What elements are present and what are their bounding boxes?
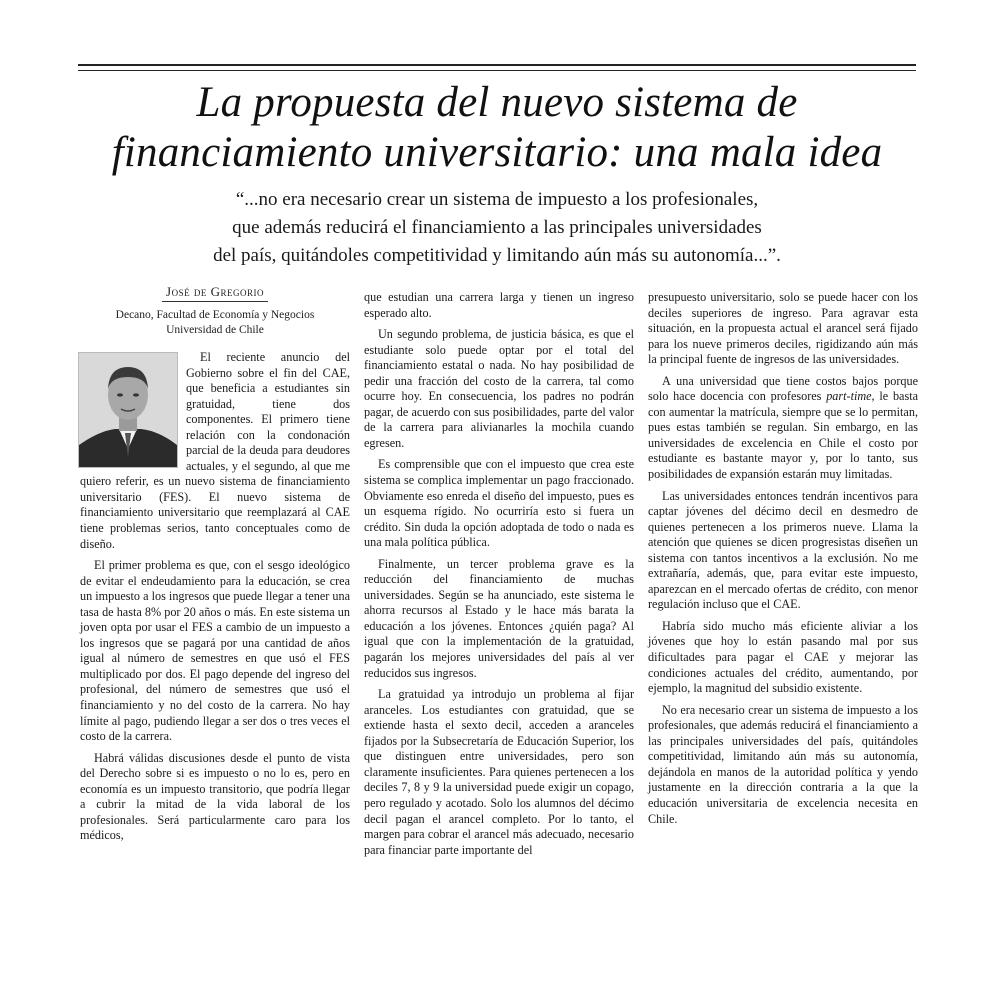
paragraph: La gratuidad ya introdujo un problema al fijar aranceles. Los estudiantes con gratuidad, que se extiende hasta el sexto decil, acceden a aranceles fijados por la Subsecretaría de Educación Superior, los que distinguen entre universidades, pero son claramente insuficientes. Para quienes pertenecen a los deciles 7, 8 y 9 la universidad puede exigir un copago, pero regulado y acotado. Solo los alumnos del décimo decil pagan el arancel completo. Por lo tanto, el margen para cobrar el arancel más adecuado, necesario para financiar parte importante del — [364, 687, 634, 857]
pull-quote-line-3: del país, quitándoles competitividad y limitando aún más su autonomía...”. — [213, 245, 781, 266]
paragraph: El reciente anuncio del Gobierno sobre el fin del CAE, que beneficia a estudiantes sin gratuidad, tiene dos componentes. El primero tiene relación con la condonación parcial de la deuda para deudores actuales, y el segundo, al que me quiero referir, es un nuevo sistema de financiamiento universitario (FES). El nuevo sistema de financiamiento universitario que reemplazará al CAE tiene problemas serios, tanto conceptuales como de diseño. — [80, 350, 350, 551]
author-role-2: Universidad de Chile — [166, 324, 264, 336]
column-3 — [648, 290, 918, 827]
paragraph: Habría sido mucho más eficiente aliviar a los jóvenes que hoy lo están pasando mal por sus dificultades para pagar el CAE y mejorar las condiciones actuales del crédito, aumentando, por ejemplo, la magnitud del subsidio existente. — [648, 618, 918, 696]
byline — [80, 284, 350, 338]
paragraph: Habrá válidas discusiones desde el punto de vista del Derecho sobre si es impuesto o no lo es, pero en economía es un impuesto transitorio, que podría llegar a cubrir la mitad de la vida laboral de los profesionales. Será particularmente caro para los médicos, — [80, 750, 350, 843]
paragraph: Un segundo problema, de justicia básica, es que el estudiante solo puede optar por el total del financiamiento estatal o nada. No hay posibilidad de pedir una fracción del costo de la carrera, tal como ocurre hoy. En consecuencia, los padres no podrán pagar, de acuerdo con sus posibilidades, parte del valor de la carrera para alivianarles la mochila cuando egresen. — [364, 327, 634, 450]
author-portrait-icon — [78, 352, 178, 468]
paragraph: No era necesario crear un sistema de impuesto a los profesionales, que además reducirá el financiamiento a las principales universidades del país, quitándoles competitividad, limitando aún más su autonomía, dejándola en manos de la autoridad política y yendo justamente en la dirección contraria a la que la educación universitaria de excelencia necesita en Chile. — [648, 702, 918, 826]
paragraph: presupuesto universitario, solo se puede hacer con los deciles superiores de ingreso. Para agravar esta situación, en la propuesta actual el arancel será fijado para los nueve primeros deciles, rigidizando aún más la principal fuente de ingresos de las universidades. — [648, 290, 918, 367]
pull-quote — [150, 186, 844, 270]
paragraph: El primer problema es que, con el sesgo ideológico de evitar el endeudamiento para la educación, se crea un impuesto a los ingresos que puede llegar a tener una tasa de hasta 8% por 20 años o más. En este sistema un joven opta por usar el FES a cambio de un impuesto a los ingresos que se pagará por una cantidad de años igual al número de semestres en que usó el FES multiplicado por dos. El pago depende del ingreso del profesional, del número de semestres que usó el financiamiento y no del costo de la carrera. No hay límite al pago, pudiendo llegar a ser dos o tres veces el costo de la carrera. — [80, 558, 350, 744]
column-1 — [80, 350, 350, 844]
author-name: José de Gregorio — [162, 284, 268, 302]
paragraph: Finalmente, un tercer problema grave es la reducción del financiamiento de muchas universidades. Según se ha anunciado, este sistema le ahorra recursos al Estado y le hace más barata la educación a los jóvenes. Entonces ¿quién paga? Al igual que con la implementación de la gratuidad, pagarán los mejores universidades del país al ver reducidos sus ingresos. — [364, 556, 634, 680]
title-line-1: La propuesta del nuevo sistema de — [196, 79, 798, 126]
paragraph: A una universidad que tiene costos bajos porque solo hace docencia con profesores part-time, le basta con aumentar la matrícula, siempre que se lo permitan, pues estas también se regulan. Sin embargo, en las universidades de excelencia en Chile el costo por estudiante es bastante mayor y, por lo tanto, sus posibilidades de expansión estarán muy limitadas. — [648, 373, 918, 482]
top-double-rule — [78, 64, 916, 71]
author-role-1: Decano, Facultad de Economía y Negocios — [115, 309, 315, 321]
article-title — [78, 78, 916, 178]
paragraph: que estudian una carrera larga y tienen un ingreso esperado alto. — [364, 290, 634, 320]
title-line-2: financiamiento universitario: una mala idea — [111, 129, 883, 176]
paragraph: Es comprensible que con el impuesto que crea este sistema se complica implementar un pago fraccionado. Obviamente eso enreda el diseño del impuesto, pues es un esquema rígido. No ocurriría esto si fuera un crédito. Sin duda la opción adoptada de todo o nada es una mala política pública. — [364, 457, 634, 550]
pull-quote-line-1: “...no era necesario crear un sistema de impuesto a los profesionales, — [235, 189, 759, 210]
pull-quote-line-2: que además reducirá el financiamiento a las principales universidades — [232, 217, 762, 238]
paragraph: Las universidades entonces tendrán incentivos para captar jóvenes del décimo decil en desmedro de quienes pertenecen a los primeros nueve. Llama la atención que quienes se dicen progresistas diseñen un sistema con tantos incentivos a la exclusión. No me extrañaría, además, que, para evitar este impuesto, aparezcan en el mercado ofertas de crédito, con menor regulación incluso que el CAE. — [648, 488, 918, 612]
column-2 — [364, 290, 634, 858]
